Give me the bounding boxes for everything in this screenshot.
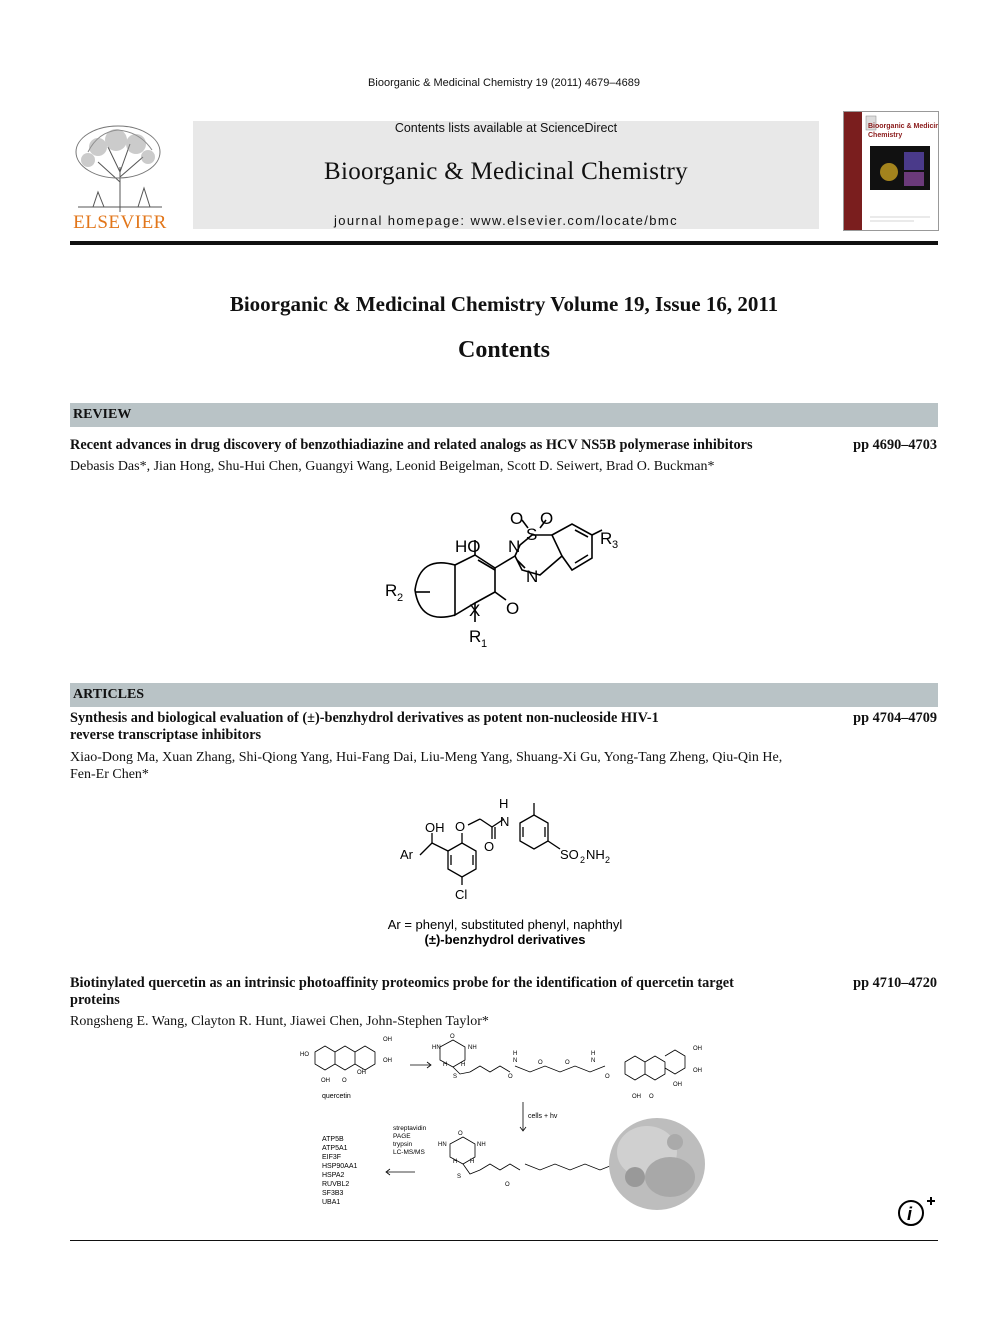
fig3-atom: H xyxy=(470,1159,475,1165)
fig3-atom: O xyxy=(605,1074,610,1080)
article-title-3-line2: proteins xyxy=(70,992,120,1008)
fig3-atom: NH xyxy=(468,1045,477,1051)
fig3-step-2: PAGE xyxy=(393,1133,411,1140)
fig3-atom: HN xyxy=(438,1142,447,1148)
fig3-atom: S xyxy=(457,1174,462,1180)
fig3-atom: NH xyxy=(477,1142,486,1148)
fig2-label-so2: SO xyxy=(560,847,579,862)
fig3-atom: OH xyxy=(632,1094,641,1100)
fig3-cells-hv-label: cells + hv xyxy=(528,1113,558,1120)
fig3-step-4: LC-MS/MS xyxy=(393,1149,425,1156)
fig2-label-cl: Cl xyxy=(455,887,468,902)
contents-available: Contents lists available at ScienceDirect xyxy=(394,121,618,135)
header-rule xyxy=(70,241,938,245)
article-authors-3: Rongsheng E. Wang, Clayton R. Hunt, Jiawei Chen, John-Stephen Taylor* xyxy=(70,1014,489,1029)
fig3-atom: H xyxy=(461,1062,466,1068)
fig1-label-n1: N xyxy=(508,537,521,556)
supplementary-info-icon[interactable] xyxy=(897,1195,939,1229)
fig1-label-r3: R xyxy=(600,529,613,548)
fig1-label-s: S xyxy=(526,525,538,544)
fig3-atom: OH xyxy=(383,1058,392,1064)
fig1-label-n2: N xyxy=(526,567,539,586)
fig2-label-ar: Ar xyxy=(400,847,413,862)
fig3-atom: H xyxy=(591,1051,596,1057)
fig3-atom: HN xyxy=(432,1045,441,1051)
fig1-label-r2: R xyxy=(385,581,398,600)
fig2-label-n: N xyxy=(500,814,510,829)
article-authors-1: Debasis Das*, Jian Hong, Shu-Hui Chen, Guangyi Wang, Leonid Beigelman, Scott D. Seiwert, Brad O. Buckman* xyxy=(70,459,715,474)
fig2-caption-2: (±)-benzhydrol derivatives xyxy=(424,932,586,947)
elsevier-wordmark: ELSEVIER xyxy=(73,212,167,233)
article-title-3[interactable] xyxy=(70,975,830,1009)
fig3-atom: O xyxy=(508,1074,513,1080)
fig3-atom: OH xyxy=(693,1046,702,1052)
fig3-protein-6: RUVBL2 xyxy=(322,1181,350,1188)
fig3-atom: HO xyxy=(300,1052,309,1058)
fig3-atom: O xyxy=(458,1131,463,1137)
fig2-label-so2-sub: 2 xyxy=(580,855,586,865)
section-review-label: REVIEW xyxy=(73,407,132,422)
fig3-step-3: trypsin xyxy=(393,1141,413,1148)
fig1-label-o1: O xyxy=(510,509,524,528)
article-authors-2 xyxy=(70,749,860,783)
fig2-label-oh: OH xyxy=(425,820,445,835)
journal-title: Bioorganic & Medicinal Chemistry xyxy=(324,158,688,185)
article-title-2-line1: Synthesis and biological evaluation of (±)-benzhydrol derivatives as potent non-nucleoside HIV-1 xyxy=(70,710,659,726)
fig3-protein-1: ATP5B xyxy=(322,1136,344,1143)
fig1-label-r1: R xyxy=(469,627,482,646)
fig3-atom: O xyxy=(565,1060,570,1066)
fig1-label-r1-sub: 1 xyxy=(481,638,488,650)
fig2-label-o1: O xyxy=(455,819,466,834)
fig3-atom: OH xyxy=(693,1068,702,1074)
fig3-atom: OH xyxy=(673,1082,682,1088)
journal-citation: Bioorganic & Medicinal Chemistry 19 (2011) 4679–4689 xyxy=(368,77,640,89)
article-title-2[interactable] xyxy=(70,710,830,744)
fig2-caption-1: Ar = phenyl, substituted phenyl, naphthyl xyxy=(387,917,623,932)
cover-title-line1: Bioorganic & Medicinal xyxy=(868,123,938,130)
fig3-step-1: streptavidin xyxy=(393,1125,427,1132)
fig3-atom: N xyxy=(591,1058,596,1064)
fig3-atom: O xyxy=(649,1094,654,1100)
fig3-atom: OH xyxy=(383,1037,392,1043)
journal-banner xyxy=(193,121,819,229)
fig1-label-o3: O xyxy=(506,599,520,618)
fig1-label-r2-sub: 2 xyxy=(397,592,404,604)
fig3-protein-8: UBA1 xyxy=(322,1199,341,1206)
contents-heading: Contents xyxy=(457,337,550,363)
section-articles-label: ARTICLES xyxy=(73,687,145,702)
article-title-3-line1: Biotinylated quercetin as an intrinsic photoaffinity proteomics probe for the identification of quercetin target xyxy=(70,975,734,991)
fig3-atom: O xyxy=(505,1182,510,1188)
fig2-label-h: H xyxy=(499,796,509,811)
fig3-quercetin-label: quercetin xyxy=(322,1093,351,1100)
graphical-abstract-3 xyxy=(295,1032,715,1212)
article-title-1[interactable]: Recent advances in drug discovery of benzothiadiazine and related analogs as HCV NS5B polymerase inhibitors xyxy=(70,437,753,453)
article-pages-1: pp 4690–4703 xyxy=(853,437,937,453)
fig3-protein-3: EIF3F xyxy=(322,1154,342,1161)
issue-title: Bioorganic & Medicinal Chemistry Volume 19, Issue 16, 2011 xyxy=(229,292,779,316)
fig3-atom: OH xyxy=(321,1078,330,1084)
fig2-label-nh2: NH xyxy=(586,847,605,862)
fig3-atom: OH xyxy=(357,1070,366,1076)
protein-structure-image xyxy=(609,1118,705,1210)
journal-homepage[interactable]: journal homepage: www.elsevier.com/locate/bmc xyxy=(333,213,679,228)
info-icon-letter: i xyxy=(907,1204,913,1224)
tree-logo-icon xyxy=(68,122,172,214)
journal-cover-thumbnail xyxy=(843,111,939,231)
fig2-label-o2: O xyxy=(484,839,495,854)
footer-rule xyxy=(70,1240,938,1241)
fig3-atom: O xyxy=(450,1034,455,1040)
article-authors-2-line2: Fen-Er Chen* xyxy=(70,767,149,782)
section-review-header xyxy=(70,403,938,427)
fig3-atom: N xyxy=(513,1058,518,1064)
section-articles-header xyxy=(70,683,938,707)
fig3-protein-7: SF3B3 xyxy=(322,1190,344,1197)
fig3-protein-2: ATP5A1 xyxy=(322,1145,348,1152)
article-authors-2-line1: Xiao-Dong Ma, Xuan Zhang, Shi-Qiong Yang, Hui-Fang Dai, Liu-Meng Yang, Shuang-Xi Gu, Yong-Tang Zheng, Qiu-Qin He, xyxy=(70,750,783,765)
fig3-atom: H xyxy=(443,1062,448,1068)
fig3-protein-4: HSP90AA1 xyxy=(322,1163,358,1170)
fig1-label-x: X xyxy=(469,601,481,620)
elsevier-logo xyxy=(68,122,172,234)
fig2-label-nh2-sub: 2 xyxy=(605,855,611,865)
fig3-atom: H xyxy=(453,1159,458,1165)
cover-title-line2: Chemistry xyxy=(868,132,903,139)
fig1-label-ho: HO xyxy=(455,537,481,556)
graphical-abstract-1 xyxy=(380,500,640,655)
fig3-atom: O xyxy=(538,1060,543,1066)
fig3-atom: H xyxy=(513,1051,518,1057)
fig3-atom: S xyxy=(453,1074,458,1080)
fig3-protein-5: HSPA2 xyxy=(322,1172,345,1179)
article-pages-2: pp 4704–4709 xyxy=(853,710,937,726)
fig1-label-o2: O xyxy=(540,509,554,528)
article-title-2-line2: reverse transcriptase inhibitors xyxy=(70,727,262,743)
fig3-atom: O xyxy=(342,1078,347,1084)
fig1-label-r3-sub: 3 xyxy=(612,539,619,551)
article-pages-3: pp 4710–4720 xyxy=(853,975,937,991)
graphical-abstract-2 xyxy=(370,795,640,955)
